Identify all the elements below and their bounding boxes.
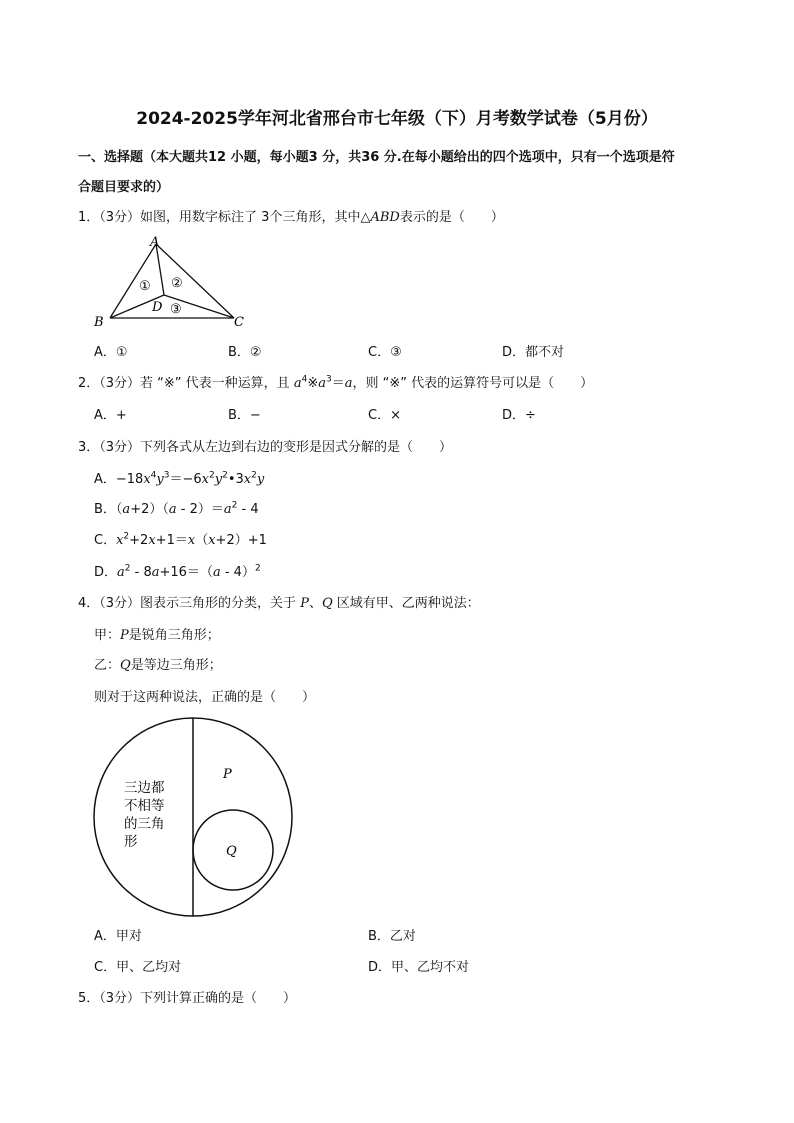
q2-option-a[interactable]: A．+	[94, 408, 127, 423]
q4-statement-yi	[94, 654, 222, 673]
q1-text-pre: 1．（3分）如图，用数字标注了 3个三角形，其中△	[78, 210, 371, 225]
q4-var-p: P	[300, 596, 309, 611]
vertex-c-label: C	[234, 315, 244, 330]
q3-option-d[interactable]: D．$a^2 - 8a+16=(a - 4)^2$	[94, 563, 261, 580]
region-2-label: ②	[171, 276, 183, 291]
vertex-a-label: A	[150, 235, 160, 250]
q1-option-a[interactable]: A．①	[94, 345, 128, 360]
vertex-d-label: D	[152, 300, 163, 315]
q2-option-b[interactable]: B．−	[228, 408, 261, 423]
region-q-label: Q	[226, 844, 237, 859]
question-4	[78, 592, 480, 611]
q4-yi-post: 是等边三角形；	[130, 658, 222, 673]
q3-option-b[interactable]: B．$(a+2)(a - 2)=a^2 - 4$	[94, 500, 259, 517]
q4-statement-jia	[94, 624, 220, 643]
edge-ad	[156, 244, 164, 295]
q1-var: ABD	[370, 210, 400, 225]
q4-ask: 则对于这两种说法，正确的是（ ）	[94, 690, 316, 705]
region-p-label: P	[223, 767, 232, 782]
triangle-classification-figure	[90, 714, 296, 920]
q1-option-b[interactable]: B．②	[228, 345, 262, 360]
section-heading-line1: 一、选择题（本大题共12 小题，每小题3 分，共36 分.在每小题给出的四个选项中，只有一个选项是符	[78, 150, 675, 165]
region-3-label: ③	[170, 302, 182, 317]
q4-option-b[interactable]: B．乙对	[368, 929, 416, 944]
q4-yi-pre: 乙：	[94, 658, 121, 673]
q4-text-post: 区域有甲、乙两种说法：	[332, 596, 480, 611]
q4-text-pre: 4．（3分）图表示三角形的分类，关于	[78, 596, 301, 611]
section-heading-line2: 合题目要求的）	[78, 180, 170, 195]
left-region-label-line2: 不相等	[124, 798, 165, 814]
q2-option-d[interactable]: D．÷	[502, 408, 536, 423]
q2-equation: $a^4※a^3=a$	[293, 374, 353, 391]
left-region-label-line4: 形	[124, 834, 138, 850]
region-1-label: ①	[139, 279, 151, 294]
q4-var-q: Q	[321, 596, 333, 611]
edge-ac	[156, 244, 234, 318]
q4-sep: 、	[308, 596, 322, 611]
q2-option-c[interactable]: C．×	[368, 408, 401, 423]
q1-option-d[interactable]: D．都不对	[502, 345, 565, 360]
q2-text-post: ，则 “※” 代表的运算符号可以是（ ）	[352, 376, 594, 391]
q4-option-d[interactable]: D．甲、乙均不对	[368, 960, 470, 975]
q4-option-a[interactable]: A．甲对	[94, 929, 142, 944]
question-5: 5．（3分）下列计算正确的是（ ）	[78, 991, 297, 1006]
question-2	[78, 372, 593, 391]
q3-option-c[interactable]: C．$x^2+2x+1=x(x+2)+1$	[94, 531, 267, 548]
page-title: 2024-2025学年河北省邢台市七年级（下）月考数学试卷（5月份）	[136, 109, 658, 129]
left-region-label-line1: 三边都	[124, 780, 165, 796]
q3-option-a[interactable]: A．$-18x^4y^3=-6x^2y^2•3x^2y$	[94, 470, 265, 487]
q4-option-c[interactable]: C．甲、乙均对	[94, 960, 182, 975]
triangle-figure	[88, 232, 258, 332]
q1-text-post: 表示的是（ ）	[399, 210, 504, 225]
q2-text-pre: 2．（3分）若 “※” 代表一种运算，且	[78, 376, 294, 391]
q4-jia-post: 是锐角三角形；	[128, 628, 220, 643]
q1-option-c[interactable]: C．③	[368, 345, 402, 360]
q4-jia-var: P	[120, 628, 129, 643]
q4-jia-pre: 甲：	[94, 628, 121, 643]
vertex-b-label: B	[94, 315, 104, 330]
q4-yi-var: Q	[120, 658, 131, 673]
left-region-label-line3: 的三角	[124, 816, 165, 832]
question-1	[78, 206, 504, 225]
question-3: 3．（3分）下列各式从左边到右边的变形是因式分解的是（ ）	[78, 440, 453, 455]
